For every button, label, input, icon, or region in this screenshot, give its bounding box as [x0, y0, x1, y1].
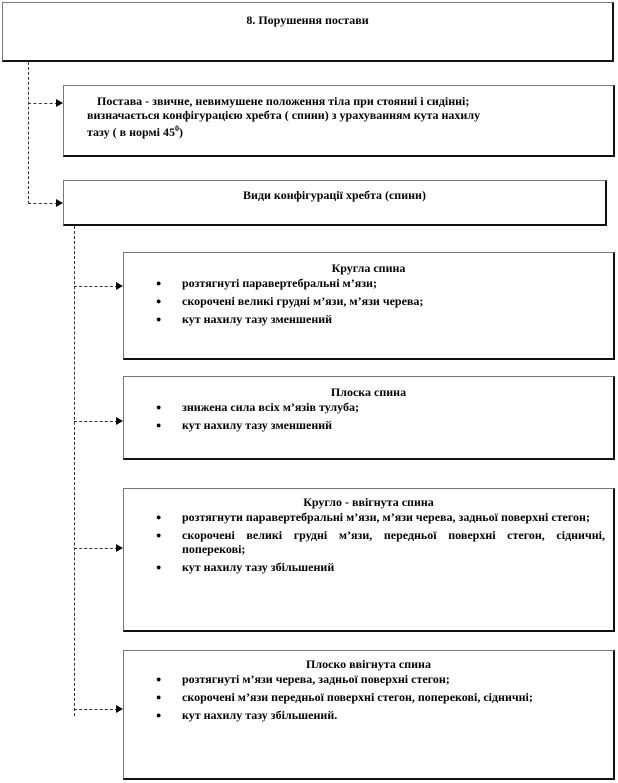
- box-title: Плоска спина: [330, 385, 407, 399]
- types-title: Види конфігурації хребта (спини): [243, 188, 426, 202]
- connector-to-definition: [28, 103, 58, 104]
- list-item: ● кут нахилу тазу збільшений.: [124, 708, 613, 722]
- box-title: Плоско ввігнута спина: [306, 657, 431, 671]
- degree-superscript: 0: [175, 124, 180, 133]
- list-item: ● скорочені м’язи передньої поверхні стегон, поперекові, сідничні;: [124, 690, 613, 704]
- definition-line-2: визначається конфігурацією хребта ( спини) з урахуванням кута нахилу: [87, 108, 481, 122]
- list-item: ● скорочені великі грудні м’язи, передньої поверхні стегон, сідничні, поперекові;: [124, 528, 613, 556]
- feature-list: [124, 672, 613, 722]
- list-item: ● кут нахилу тазу зменшений: [124, 312, 613, 326]
- definition-line-3: [87, 122, 607, 139]
- connector-to-box-4: [74, 709, 118, 710]
- arrow-to-box-2: [116, 417, 123, 425]
- list-item: ● розтягнути паравертебральні м’язи, м’язи черева, задньої поверхні стегон;: [124, 510, 613, 524]
- connector-to-types: [28, 203, 58, 204]
- posture-box-flat-back: [123, 376, 615, 460]
- main-connector-vertical: [28, 62, 29, 204]
- box-title: Кругло - ввігнута спина: [303, 495, 434, 509]
- connector-to-box-3: [74, 548, 118, 549]
- arrow-to-definition: [56, 99, 63, 107]
- feature-list: [124, 400, 613, 432]
- list-item: ● кут нахилу тазу збільшений: [124, 560, 613, 574]
- list-item: ● скорочені великі грудні м’язи, м’язи черева;: [124, 294, 613, 308]
- feature-list: [124, 510, 613, 574]
- arrow-to-box-3: [116, 544, 123, 552]
- arrow-to-box-1: [116, 282, 123, 290]
- connector-to-box-2: [74, 421, 118, 422]
- sub-connector-vertical: [74, 226, 75, 716]
- list-item: ● знижена сила всіх м’язів тулуба;: [124, 400, 613, 414]
- list-item: ● кут нахилу тазу зменшений: [124, 418, 613, 432]
- box-title: Кругла спина: [331, 261, 406, 275]
- definition-box: [63, 85, 615, 157]
- list-item: ● розтягнуті м’язи черева, задньої поверхні стегон;: [124, 672, 613, 686]
- posture-box-round-back: [123, 252, 615, 360]
- definition-line-3-start: тазу ( в нормі 45: [87, 125, 176, 139]
- arrow-to-box-4: [116, 705, 123, 713]
- posture-box-flat-concave-back: [123, 650, 615, 780]
- header-title: 8. Порушення постави: [246, 13, 369, 27]
- definition-text: [87, 94, 607, 139]
- types-box: [63, 180, 607, 226]
- definition-line-1: Постава - звичне, невимушене положення тіла при стоянні і сидінні;: [97, 94, 470, 108]
- connector-to-box-1: [74, 286, 118, 287]
- feature-list: [124, 276, 613, 326]
- posture-box-round-concave-back: [123, 488, 615, 632]
- definition-line-3-end: ): [179, 125, 184, 139]
- arrow-to-types: [56, 199, 63, 207]
- list-item: ● розтягнуті паравертебральні м’язи;: [124, 276, 613, 290]
- header-box: [2, 2, 614, 62]
